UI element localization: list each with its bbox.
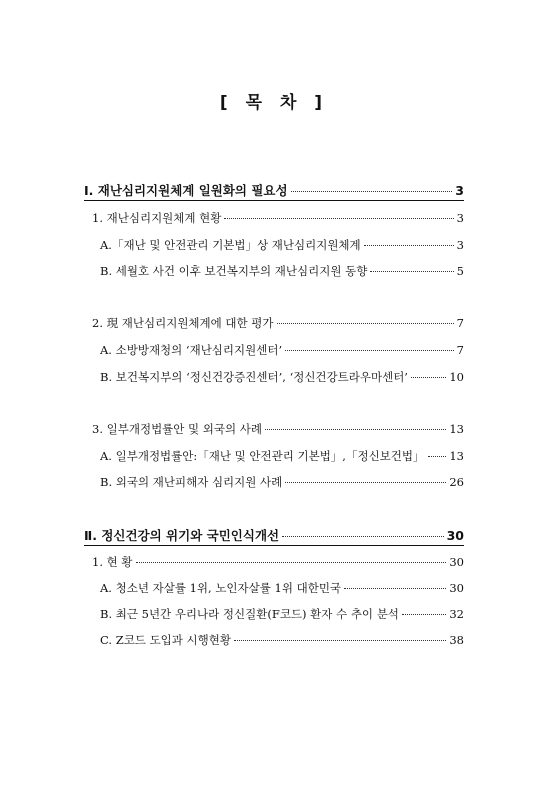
leader-dots (402, 614, 446, 615)
toc-entry-label: 3. 일부개정법률안 및 외국의 사례 (92, 422, 263, 436)
leader-dots (344, 588, 446, 589)
toc-page-number: 30 (449, 555, 464, 569)
toc-entry-label: A.「재난 및 안전관리 기본법」상 재난심리지원체계 (100, 238, 361, 252)
section-divider (84, 200, 464, 201)
toc-page-number: 38 (449, 633, 464, 647)
toc-page-number: 13 (449, 449, 464, 463)
toc-entry-label: A. 일부개정법률안:「재난 및 안전관리 기본법」,「정신보건법」 (100, 449, 425, 463)
toc-page-number: 30 (446, 528, 464, 543)
toc-page-number: 10 (449, 370, 464, 384)
toc-page-number: 13 (449, 422, 464, 436)
toc-page-number: 3 (456, 211, 464, 225)
toc-entry-label: A. 소방방재청의 ‘재난심리지원센터’ (100, 343, 283, 357)
leader-dots (428, 456, 447, 457)
leader-dots (234, 640, 446, 641)
toc-entry-label: B. 최근 5년간 우리나라 정신질환(F코드) 환자 수 추이 분석 (100, 607, 399, 621)
toc-section-heading[interactable] (84, 526, 464, 544)
toc-page-number: 32 (449, 607, 464, 621)
toc-page-number: 3 (456, 238, 464, 252)
toc-entry-label: 2. 現 재난심리지원체계에 대한 평가 (92, 316, 274, 330)
leader-dots (364, 245, 454, 246)
toc-item[interactable] (100, 369, 464, 385)
toc-page-number: 7 (456, 316, 464, 330)
toc-entry-label: Ⅱ. 정신건강의 위기와 국민인식개선 (84, 528, 280, 543)
toc-page-number: 5 (456, 264, 464, 278)
toc-item[interactable] (100, 237, 464, 253)
toc-item[interactable] (100, 448, 464, 464)
leader-dots (411, 377, 446, 378)
toc-entry-label: Ⅰ. 재난심리지원체계 일원화의 필요성 (84, 183, 288, 198)
toc-subsection[interactable] (92, 315, 464, 331)
section-divider (84, 545, 464, 546)
leader-dots (265, 429, 446, 430)
toc-item[interactable] (100, 263, 464, 279)
toc-entry-label: B. 외국의 재난피해자 심리지원 사례 (100, 475, 283, 489)
toc-entry-label: A. 청소년 자살률 1위, 노인자살률 1위 대한민국 (100, 581, 342, 595)
toc-entry-label: 1. 현 황 (92, 555, 133, 569)
toc-subsection[interactable] (92, 210, 464, 226)
toc-item[interactable] (100, 632, 464, 648)
toc-page-number: 7 (456, 343, 464, 357)
toc-item[interactable] (100, 474, 464, 490)
leader-dots (285, 482, 446, 483)
leader-dots (136, 562, 447, 563)
toc-subsection[interactable] (92, 554, 464, 570)
leader-dots (370, 271, 453, 272)
toc-title: [ 목 차 ] (219, 93, 329, 113)
toc-item[interactable] (100, 342, 464, 358)
leader-dots (282, 536, 444, 537)
toc-subsection[interactable] (92, 421, 464, 437)
toc-entry-label: B. 세월호 사건 이후 보건복지부의 재난심리지원 동향 (100, 264, 368, 278)
toc-item[interactable] (100, 606, 464, 622)
leader-dots (277, 323, 454, 324)
toc-item[interactable] (100, 580, 464, 596)
leader-dots (224, 218, 453, 219)
toc-page-number: 26 (449, 475, 464, 489)
toc-entry-label: B. 보건복지부의 ‘정신건강증진센터’, ‘정신건강트라우마센터’ (100, 370, 408, 384)
leader-dots (285, 350, 454, 351)
toc-page-number: 3 (455, 183, 464, 198)
toc-entry-label: 1. 재난심리지원체계 현황 (92, 211, 222, 225)
toc-page-number: 30 (449, 581, 464, 595)
toc-entry-label: C. Z코드 도입과 시행현황 (100, 633, 231, 647)
leader-dots (291, 191, 453, 192)
toc-section-heading[interactable] (84, 181, 464, 199)
